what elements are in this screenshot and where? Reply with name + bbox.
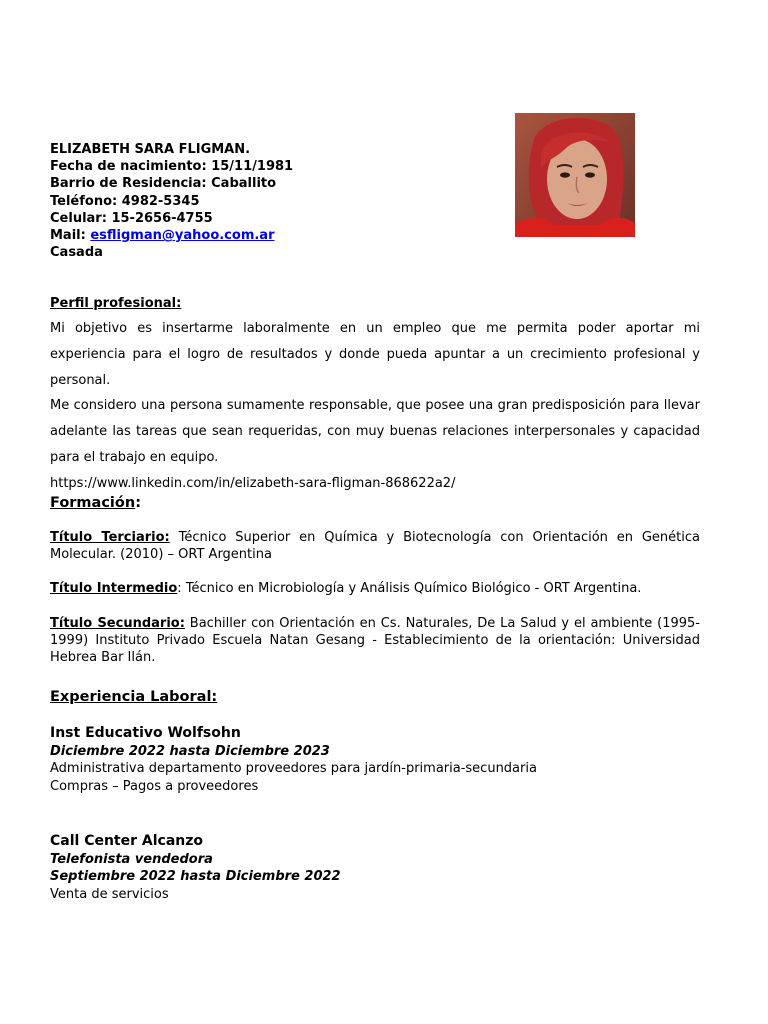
phone-label: Teléfono: (50, 193, 118, 209)
titulo-intermedio-label: Título Intermedio (50, 581, 178, 596)
profile-photo (515, 113, 635, 237)
titulo-terciario-label: Título Terciario: (50, 530, 170, 545)
job-entry-1 (50, 725, 537, 795)
phone-line (50, 193, 293, 210)
linkedin-url: https://www.linkedin.com/in/elizabeth-sara-fligman-868622a2/ (50, 475, 456, 491)
formacion-title-colon: : (135, 495, 141, 511)
job-2-role: Telefonista vendedora (50, 851, 213, 867)
profile-photo-image (515, 113, 635, 237)
cell-label: Celular: (50, 210, 107, 226)
email-link[interactable]: esfligman@yahoo.com.ar (90, 228, 275, 244)
titulo-terciario (50, 529, 700, 563)
job-2-company: Call Center Alcanzo (50, 833, 204, 849)
cell-line (50, 210, 293, 227)
job-1-line-1: Administrativa departamento proveedores para jardín-primaria-secundaria (50, 761, 537, 777)
job-2-line-1: Venta de servicios (50, 886, 169, 902)
phone-value: 4982-5345 (121, 193, 200, 209)
formacion-title (50, 495, 141, 511)
perfil-paragraph-2: Me considero una persona sumamente responsable, que posee una gran predisposición para llevar adelante las tareas que sean requeridas, con muy buenas relaciones interpersonales y capacidad para el trabajo en equipo. (50, 398, 700, 465)
formacion-title-text: Formación (50, 495, 136, 511)
job-2-period: Septiembre 2022 hasta Diciembre 2022 (50, 869, 341, 885)
contact-block (50, 141, 293, 261)
job-1-company: Inst Educativo Wolfsohn (50, 725, 241, 741)
job-1-period: Diciembre 2022 hasta Diciembre 2023 (50, 743, 330, 759)
cell-value: 15-2656-4755 (111, 210, 213, 226)
full-name: ELIZABETH SARA FLIGMAN. (50, 142, 251, 157)
perfil-title: Perfil profesional: (50, 296, 182, 311)
titulo-intermedio (50, 580, 700, 597)
titulo-terciario-text: Técnico Superior en Química y Biotecnología con Orientación en Genética Molecular. (2010) – ORT Argentina (50, 530, 700, 563)
birth-date-value: 15/11/1981 (211, 159, 294, 175)
job-1-line-2: Compras – Pagos a proveedores (50, 778, 259, 794)
perfil-paragraph-1: Mi objetivo es insertarme laboralmente en un empleo que me permita poder aportar mi experiencia para el logro de resultados y donde pueda apuntar a un crecimiento profesional y personal. (50, 321, 700, 388)
marital-status: Casada (50, 245, 103, 261)
job-entry-2 (50, 833, 341, 903)
titulo-secundario (50, 615, 700, 667)
residence-label: Barrio de Residencia: (50, 176, 207, 192)
perfil-body (50, 316, 700, 497)
mail-line (50, 227, 293, 244)
residence-line (50, 175, 293, 192)
titulo-secundario-text: Bachiller con Orientación en Cs. Naturales, De La Salud y el ambiente (1995-1999) Instituto Privado Escuela Natan Gesang - Establecimiento de la orientación: Universidad Hebrea Bar Ilán. (50, 616, 700, 666)
experiencia-title: Experiencia Laboral: (50, 689, 218, 705)
titulo-intermedio-text: : Técnico en Microbiología y Análisis Químico Biológico - ORT Argentina. (177, 581, 642, 596)
mail-label: Mail: (50, 228, 86, 244)
birth-date-line (50, 158, 293, 175)
titulo-secundario-label: Título Secundario: (50, 616, 185, 631)
residence-value: Caballito (211, 176, 277, 192)
birth-date-label: Fecha de nacimiento: (50, 159, 207, 175)
